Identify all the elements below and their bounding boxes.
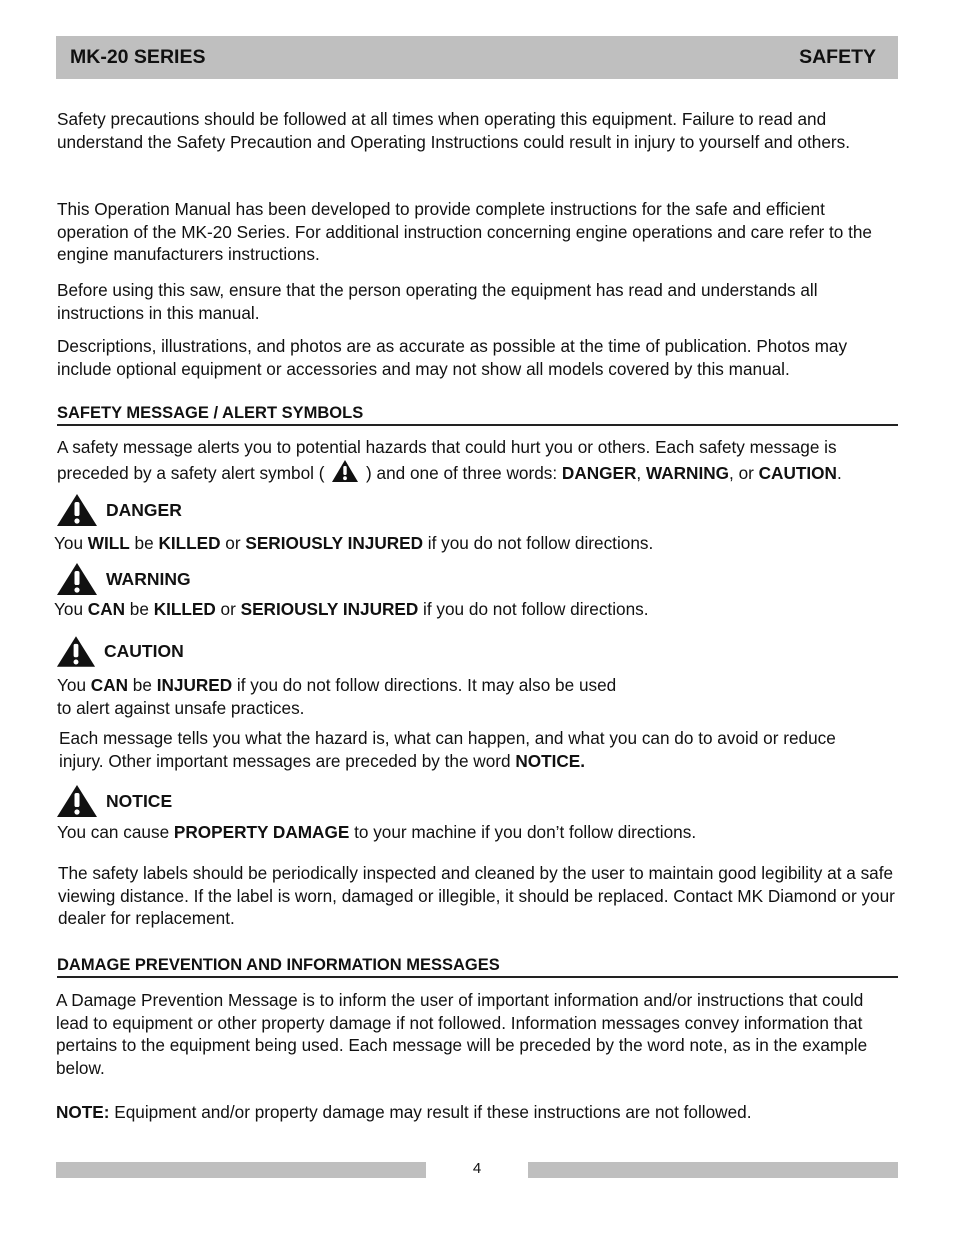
warning-triangle-icon — [56, 493, 98, 527]
caution-t3: if you do not follow directions. It may also be used — [232, 675, 617, 695]
warning-t3: or — [215, 599, 241, 619]
warning-label: WARNING — [106, 568, 191, 589]
warning-alert-heading — [56, 562, 191, 596]
note-line — [56, 1101, 898, 1124]
warning-triangle-icon — [56, 635, 96, 668]
footer-bar-right — [528, 1162, 898, 1178]
danger-b1: WILL — [87, 533, 130, 553]
warning-triangle-icon — [56, 562, 98, 596]
notice-alert-heading — [56, 784, 172, 818]
caution-b2: INJURED — [156, 675, 233, 695]
caution-alert-heading — [56, 635, 184, 668]
damage-section-title-text: DAMAGE PREVENTION AND INFORMATION MESSAGES — [57, 956, 500, 974]
notice-t1: You can cause — [57, 822, 174, 842]
warning-b3: SERIOUSLY INJURED — [240, 599, 419, 619]
warning-b2: KILLED — [153, 599, 216, 619]
alert-intro-text-b: ) and one of three words: — [361, 462, 562, 483]
danger-text — [54, 532, 894, 555]
warning-triangle-icon — [331, 459, 359, 483]
intro-paragraph-3: Before using this saw, ensure that the person operating the equipment has read and understands all instructions in this manual. — [57, 280, 818, 323]
safety-labels-paragraph: The safety labels should be periodically inspected and cleaned by the user to maintain good legibility at a safe viewing distance. If the label is worn, damaged or illegible, it should be replaced. Contact MK Diamond or your dealer for replacement. — [58, 863, 895, 929]
danger-b3: SERIOUSLY INJURED — [245, 533, 424, 553]
separator-2: , or — [729, 462, 759, 483]
alert-intro-paragraph — [57, 436, 902, 484]
caution-text — [57, 674, 897, 719]
each-message-text: Each message tells you what the hazard is, what can happen, and what you can do to avoid or reduce injury. Other important messages are preceded by the word — [59, 728, 836, 771]
warning-b1: CAN — [87, 599, 126, 619]
notice-label: NOTICE — [106, 790, 173, 811]
note-label: NOTE: — [56, 1102, 110, 1122]
caution-label: CAUTION — [104, 641, 184, 661]
caution-t2: be — [128, 675, 157, 695]
page-number: 4 — [472, 1160, 482, 1177]
danger-alert-heading — [56, 493, 182, 527]
word-danger: DANGER — [561, 462, 637, 483]
caution-line2: to alert against unsafe practices. — [57, 697, 305, 718]
each-message-notice: NOTICE. — [515, 750, 586, 771]
intro-paragraph-2: This Operation Manual has been developed to provide complete instructions for the safe and efficient operation of the MK-20 Series. For additional instruction concerning engine operations and care refer to the engine manufacturers instructions. — [57, 199, 872, 265]
intro-paragraph-4: Descriptions, illustrations, and photos are as accurate as possible at the time of publication. Photos may include optional equipment or accessories and may not show all models covered by this manual. — [57, 336, 848, 379]
danger-t2: be — [129, 533, 159, 553]
caution-t1: You — [57, 675, 91, 695]
section-name: SAFETY — [799, 46, 876, 68]
danger-label: DANGER — [106, 499, 182, 520]
footer-bar-left — [56, 1162, 426, 1178]
damage-section-title — [57, 955, 898, 978]
notice-text — [57, 821, 897, 844]
warning-text — [54, 598, 894, 621]
separator-1: , — [636, 462, 646, 483]
caution-b1: CAN — [90, 675, 129, 695]
danger-b2: KILLED — [158, 533, 221, 553]
danger-t3: or — [220, 533, 246, 553]
page-header — [56, 36, 898, 79]
damage-paragraph: A Damage Prevention Message is to inform the user of important information and/or instructions that could lead to equipment or other property damage if not followed. Information messages convey information that pertains to the equipment being used. Each message will be preceded by the word note, as in the example below. — [56, 990, 868, 1078]
danger-t1: You — [54, 533, 88, 553]
intro-paragraph-1: Safety precautions should be followed at all times when operating this equipment. Failure to read and understand the Safety Precaution and Operating Instructions could result in injury to yourself and others. — [57, 109, 850, 152]
sentence-end: . — [836, 462, 842, 483]
notice-b1: PROPERTY DAMAGE — [173, 822, 350, 842]
word-warning: WARNING — [645, 462, 730, 483]
warning-t4: if you do not follow directions. — [418, 599, 649, 619]
safety-section-title-text: SAFETY MESSAGE / ALERT SYMBOLS — [57, 404, 364, 422]
warning-t1: You — [54, 599, 88, 619]
series-title: MK-20 SERIES — [70, 46, 206, 68]
danger-t4: if you do not follow directions. — [423, 533, 654, 553]
warning-triangle-icon — [56, 784, 98, 818]
each-message-paragraph — [59, 727, 879, 772]
notice-t2: to your machine if you don’t follow directions. — [349, 822, 697, 842]
warning-t2: be — [125, 599, 154, 619]
safety-section-title — [57, 403, 898, 426]
alert-intro-text-a: A safety message alerts you to potential hazards that could hurt you or others. Each safety message is preceded by a safety alert symbol ( — [57, 437, 837, 483]
note-text: Equipment and/or property damage may result if these instructions are not followed. — [109, 1102, 752, 1122]
word-caution: CAUTION — [758, 462, 837, 483]
